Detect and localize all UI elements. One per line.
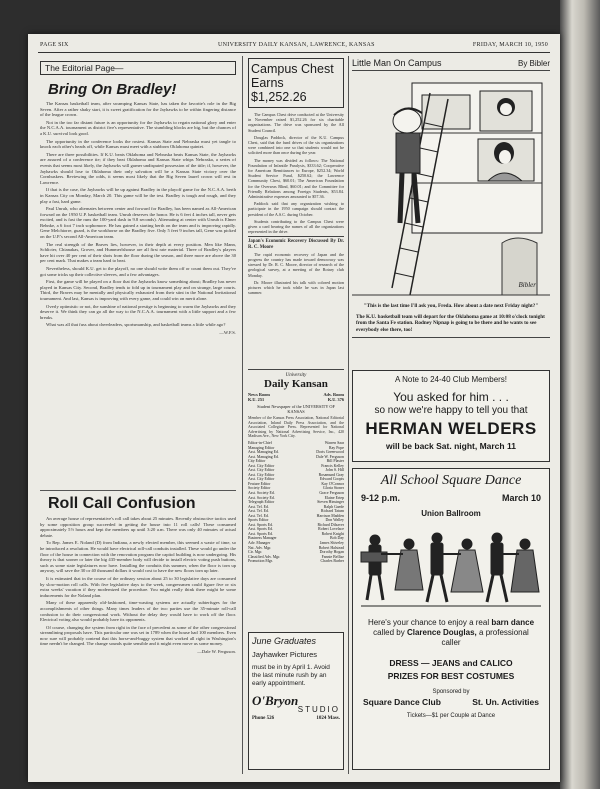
staff-name: Don Walley: [325, 518, 344, 523]
sponsors: [357, 697, 545, 707]
staff-name: Robert Halstead: [318, 545, 344, 550]
editorial-paragraph: Not in the too far distant future is an opportunity for the Jayhawks to regain national glory and enter the N.C.A.A. tournament as district five's representative. The stumbling blocks are big, but the chances of a K.U. survival look good.: [40, 119, 236, 136]
editorial-section-label: The Editorial Page—: [40, 61, 236, 75]
staff-role: Sports Editor: [248, 518, 269, 523]
editorial-signature: —W.F.S.: [219, 329, 236, 335]
staff-role: Telegraph Editor: [248, 500, 275, 505]
japan-headline: Japan's Economic Recovery Discussed By Dr. R. C. Moore: [248, 236, 344, 249]
rollcall-signature: —Dale W. Ferguson.: [197, 649, 236, 655]
staff-role: Adv. Manager: [248, 541, 271, 545]
japan-paragraph: The rapid economic recovery of Japan and the progress the country has made toward democracy was stressed by Dr. R. C. Moore, director of research of the geological survey, at a meeting of the Rotary club Monday.: [248, 251, 344, 278]
staff-name: Grace Ferguson: [319, 490, 344, 495]
cartoon-artist: By Bibler: [517, 59, 550, 68]
square-dance-ad: [352, 468, 550, 770]
editorial-body: [40, 101, 236, 336]
staff-role: Asst. Managing Ed.: [248, 454, 279, 459]
rollcall-paragraph: To Rep. James E. Noland (D) from Indiana, a newly elected member, this seemed a waste of time, so he introduced a resolution. He would have electrical roll-call conduits installed. These would go under the floor of the house in connection with the renovation program the capitol building is now undergoing. His theory is that sooner or later the big 435-member body will decide to install electric voting push buttons, such as some state legislatures now have. Installing the conduits this summer, when the floor is torn up anyway, will save the 30 or 40 thousand dollars it would cost to have the new floors torn up later.: [40, 540, 236, 574]
rollcall-paragraph: It is estimated that in the course of the ordinary session about 25 to 30 legislative days are consumed by slow-motion roll calls. With five legislative days to the week, congressmen could figure five or six extra weeks' vacation if they modernized the procedure. You might really think there might be some inducements for the Noland plan.: [40, 575, 236, 598]
staff-role: Asst. Tel. Ed.: [248, 509, 269, 514]
room-numbers: [248, 392, 344, 402]
dance-blurb: Here's your chance to enjoy a real barn dance called by Clarence Douglas, a professional caller: [367, 618, 535, 647]
campus-chest-headline-1: Campus Chest: [251, 62, 334, 76]
june-ad-subtitle: Jayhawker Pictures: [252, 650, 318, 659]
dance-when: [357, 493, 545, 503]
herman-welders-ad: [352, 370, 550, 462]
staff-name: Elaine Ertep: [324, 495, 344, 500]
staff-role: Asst. Tel. Ed.: [248, 513, 269, 518]
dance-time: 9-12 p.m.: [361, 493, 401, 503]
page-number: PAGE SIX: [40, 42, 69, 48]
staff-name: Dorothy Hogan: [319, 550, 344, 555]
editorial-paragraph: The Kansas basketball team, after swamping Kansas State, has taken the favorite's role in the Big Seven. After a rather shaky start, it is sweet gratification for the Jayhawks to be within fingering distance of the league crown.: [40, 101, 236, 118]
rollcall-paragraph: An average house of representative's roll call takes about 25 minutes. Recently obstructive tactics used by some opposition group succeeded in getting the house into 11 roll calls! These consumed approximately 5½ hours and kept the members up until 3:20 a.m. There was only 40 minutes of actual debate.: [40, 516, 236, 538]
staff-row: [248, 559, 344, 564]
rollcall-article: [40, 495, 236, 657]
cartoon-drawing: [352, 73, 550, 303]
staff-name: Robert Knight: [321, 531, 344, 536]
dance-dress: DRESS — JEANS and CALICO: [389, 658, 513, 668]
staff-role: Asst. City Editor: [248, 472, 275, 477]
studio-word: STUDIO: [297, 705, 340, 714]
dance-place: Union Ballroom: [421, 509, 481, 518]
staff-role: Asst. Sports Ed.: [248, 531, 274, 536]
staff-name: Fannie Bellise: [321, 554, 344, 559]
staff-role: Promotion Mgr.: [248, 559, 273, 564]
staff-role: Asst. Society Ed.: [248, 490, 275, 495]
section-divider: [40, 490, 236, 491]
staff-role: Cir. Mgr.: [248, 550, 263, 555]
studio-name: O'Bryon: [252, 693, 299, 708]
cartoon-caption: "This is the last time I'll ask you, Freda. How about a date next Friday night?": [363, 303, 539, 309]
middle-column: [248, 58, 344, 772]
staff-role: Managing Editor: [248, 445, 275, 450]
herman-line-1: You asked for him . . .: [393, 390, 509, 404]
staff-name: Rosamund Gray: [318, 472, 344, 477]
adv-room: Adv. Room K.U. 376: [323, 392, 344, 402]
staff-role: Classified Adv. Mgr.: [248, 554, 281, 559]
campus-chest-paragraph: Paddock said that any organization wishing to participate in the 1950 campaign should contact the president of the A.S.C. during October.: [248, 201, 344, 217]
editorial-paragraph: If that is the case, the Jayhawks will be up against Bradley in the playoff game for the N.C.A.A. berth in Kansas City on Monday, March 20. This game will be the test. Bradley is tough and rough, and they play a fast, hard game.: [40, 187, 236, 204]
campus-chest-headline-box: [248, 58, 344, 108]
dance-date: March 10: [501, 493, 541, 503]
staff-name: Dale W. Ferguson: [316, 454, 344, 459]
cartoon-header: [352, 58, 550, 71]
june-graduates-ad: [248, 632, 344, 770]
rollcall-body: [40, 516, 236, 655]
team-departure-notice: The K.U. basketball team will depart for the Oklahoma game at 10:08 o'clock tonight from the Santa Fe station. Rodney Nipnap is going to be there and he wants to see everybody else there, too!: [352, 314, 550, 338]
japan-paragraph: Dr. Moore illustrated his talk with colored motion pictures which he took while he was in Japan last summer.: [248, 279, 344, 296]
campus-chest-paragraph: The money was divided as follows: The National Foundation of Infantile Paralysis, $333.62; Cooperative for American Remittances to Europe, $252.34; World Student Service Fund, $250.62; the Lawrence Community Chest, $60.01; The American Foundation for the Overseas Blind, $60.01; and the Committee for Friendly Relations among Foreign Students, $53.84. Administrative expenses amounted to $57.36.: [248, 157, 344, 200]
studio-contact: [252, 716, 340, 721]
staff-role: Business Manager: [248, 536, 277, 541]
news-room: News Room K.U. 251: [248, 392, 270, 402]
rollcall-paragraph: Many of these apparently old-fashioned, time-wasting systems are actually subterfuges for the accomplishments of other things. Many times leaders of the two parties use the 35-minute roll-call confusion to do their congressional work. Without the delay they would have to work off the floor. Electrical voting also would probably have its opponents.: [40, 600, 236, 623]
herman-name: HERMAN WELDERS: [365, 419, 537, 438]
staff-name: Warren Saar: [324, 440, 344, 445]
rollcall-headline: Roll Call Confusion: [48, 495, 196, 512]
staff-name: Charles Barber: [320, 559, 344, 564]
herman-line-2: so now we're happy to tell you that: [374, 405, 528, 416]
staff-name: Ray Pope: [328, 445, 344, 450]
editorial-headline: Bring On Bradley!: [48, 81, 177, 98]
masthead-rule: [38, 52, 550, 53]
editorial-paragraph: First, the game will be played on a floor that the Jayhawks know something about; Bradley has never played in Kansas City. Second, Bradley tends to fold up in tournament play and on strange, large courts. Third, the Braves may be mentally and physically exhausted from their stint in the National Invitational tournament. And last, Kansas is improving with every game, and could win on merit alone.: [40, 279, 236, 301]
campus-chest-paragraph: The Campus Chest drive conducted at the University in November raised $1,252.26 for six charitable organizations. The drive was sponsored by the All Student Council.: [248, 112, 344, 133]
editorial-paragraph: Overly optimistic or not, the sunshine of national prestige is beginning to warm the Jayhawks and they deserve it. We think they can go all the way to the N.C.A.A. tournament with a little support and a few breaks.: [40, 303, 236, 320]
dance-prizes: PRIZES FOR BEST COSTUMES: [387, 671, 515, 681]
staff-role: Asst. Sports Ed.: [248, 527, 274, 532]
campus-chest-paragraph: Students contributing to the Campus Chest were given a card bearing the names of all the organizations represented in the drive.: [248, 218, 344, 235]
studio-phone: Phone 526: [252, 716, 275, 721]
staff-role: Asst. Managing Ed.: [248, 450, 279, 455]
dance-tickets: Tickets—$1 per Couple at Dance: [406, 713, 496, 719]
staff-name: Kay O'Connor: [321, 481, 344, 486]
editorial-paragraph: Paul Unruh, who alternates between center and forward for Bradley, has been named as All-American forward on the 1950 U.P. basketball team. Unruh deserves the honor. He is 6 feet 4 inches tall, never gets excited, and is fast the runs the 100-yard dash in 9.8 seconds). Alternating at center with Unruh is Elmer Behnke, a 6 foot 7 inch sophomore. He has gained a starting berth on the team and is improving rapidly. Gene Melchiorre, guard, is the workhorse on the Bradley five. Only 5 feet 9 inches tall, Gene was picked on the U.P.'s second All-American team.: [40, 206, 236, 240]
cartoon-panel: [352, 73, 550, 303]
herman-return-date: will be back Sat. night, March 11: [386, 441, 516, 451]
editorial-column: [40, 58, 236, 772]
june-ad-title: June Graduates: [252, 636, 317, 646]
staff-list: [248, 441, 344, 564]
staff-name: Francis Kelley: [321, 463, 344, 468]
staff-role: Feature Editor: [248, 481, 271, 486]
staff-name: John S. Hill: [325, 468, 344, 473]
staff-name: Bill Plaster: [326, 459, 344, 464]
staff-role: Asst. City Editor: [248, 468, 275, 473]
newspaper-page: [28, 34, 560, 782]
paper-name: UNIVERSITY DAILY KANSAN, LAWRENCE, KANSAS: [218, 42, 375, 48]
column-rule-2: [348, 56, 349, 774]
cartoon-signature: Bibler: [518, 281, 536, 289]
daily-kansan-logo: Daily Kansan: [264, 378, 328, 390]
editorial-paragraph: There are three possibilities. If K.U. beats Oklahoma and Nebraska beats Kansas State, the Jayhawks are assured of a conference tie; if they beat Oklahoma and Kansas State whips Nebraska, a series of events that seems most likely, the Jayhawks will garner undisputed possession of the title; if, however, the Jayhawks should lose to Oklahoma their only salvation will be a Kansas State victory over the Cornhuskers. Reviewing the odds, it seems most likely that the Big Seven laurel crown will rest in Lawrence.: [40, 151, 236, 185]
sponsored-by: Sponsored by: [432, 689, 470, 695]
staff-name: Robert Lovelace: [318, 527, 344, 532]
editorial-paragraph: The real strength of the Braves lies, however, in their depth at every position. Men like Mann, Schlicter, Chianakas, Grover, and Hummerlshouse are all first rate material. Three of Bradley's players have hit over 40 per cent of their shots from the floor during the season, and three more are above the 30 per cent mark. That makes a team hard to beat.: [40, 241, 236, 264]
sponsor-square-dance-club: Square Dance Club: [363, 697, 441, 707]
staff-name: Steven Hinsinger: [317, 500, 344, 505]
adjacent-page-edge: [560, 0, 600, 789]
dance-title: All School Square Dance: [380, 473, 522, 488]
staff-name: Edward Coopis: [319, 477, 344, 482]
staff-name: James Shiveley: [319, 541, 344, 545]
dancers-illustration: [357, 520, 545, 612]
staff-name: Doris Greenwood: [316, 450, 344, 455]
right-column: [352, 58, 550, 772]
staff-name: Ralph Gaede: [323, 504, 344, 509]
cartoon-strip-title: Little Man On Campus: [352, 58, 442, 68]
staff-role: City Editor: [248, 459, 266, 464]
member-statement: Member of the Kansas Press Association, National Editorial Association, Inland Daily Press Association, and the Associated Collegiate Press. Represented for National Advertising by National Advertising Service, Inc., 420 Madison Ave., New York City.: [248, 416, 344, 439]
staff-name: Harrison Madden: [316, 513, 344, 518]
editorial-paragraph: What was all that fuss about cheerleaders, sportsmanship, and basketball teams a little while ago?: [46, 322, 226, 328]
staff-name: Gloria Stoner: [322, 486, 344, 491]
campus-chest-headline-2: Earns $1,252.26: [251, 76, 307, 104]
campus-chest-body: [248, 112, 344, 296]
staff-role: Nat. Adv. Mgr.: [248, 545, 272, 550]
staff-box: [248, 369, 344, 564]
campus-chest-paragraph: Douglas Paddock, director of the K.U. Campus Chest, said that the fund drives of the six organizations were combined into one so that students would not be solicited more than once during the year.: [248, 134, 344, 156]
staff-name: Richard Dilsaver: [317, 522, 344, 527]
staff-role: Asst. City Editor: [248, 463, 275, 468]
staff-role: Society Editor: [248, 486, 271, 491]
paper-description: Student Newspaper of the UNIVERSITY OF KANSAS: [257, 404, 335, 414]
staff-role: Asst. Tel. Ed.: [248, 504, 269, 509]
staff-role: Asst. Society Ed.: [248, 495, 275, 500]
sponsor-student-union: St. Un. Activities: [472, 697, 539, 707]
staff-role: Asst. Sports Ed.: [248, 522, 274, 527]
staff-name: Richard Tatum: [320, 509, 344, 514]
june-ad-body: must be in by April 1. Avoid the last minute rush by an early appointment.: [252, 664, 330, 687]
club-note: A Note to 24-40 Club Members!: [394, 375, 508, 384]
staff-role: Asst. City Editor: [248, 477, 275, 482]
studio-address: 1024 Mass.: [316, 716, 340, 721]
staff-role: Editor-in-Chief: [248, 440, 272, 445]
staff-name: Bob Day: [330, 536, 344, 541]
rollcall-paragraph: Of course, changing the system from right in the face of precedent as some of the other congressional streamlining proposals have. This particular one was set in 1789 when the house had 100 members. Even now sure will probably contend that this horse-and-buggy system that worked all right in Washington's time needn't be changed. The change sounds quite sensible and it might even move us some money.: [40, 624, 236, 647]
editorial-paragraph: Nevertheless, should K.U. get to the playoff, no one should write them off or count them out. They've got some tricks up their collective sleeves, and a few advantages.: [40, 266, 236, 277]
editorial-paragraph: The opportunity in the conference looks the rosiest. Kansas State and Nebraska must yet tangle to knock each other's heads off, while Kansas must meet with a stubborn Oklahoma quintet.: [40, 138, 236, 150]
issue-date: FRIDAY, MARCH 10, 1950: [472, 42, 548, 48]
staff-box-kicker: University: [285, 373, 307, 378]
column-rule-1: [242, 56, 243, 774]
